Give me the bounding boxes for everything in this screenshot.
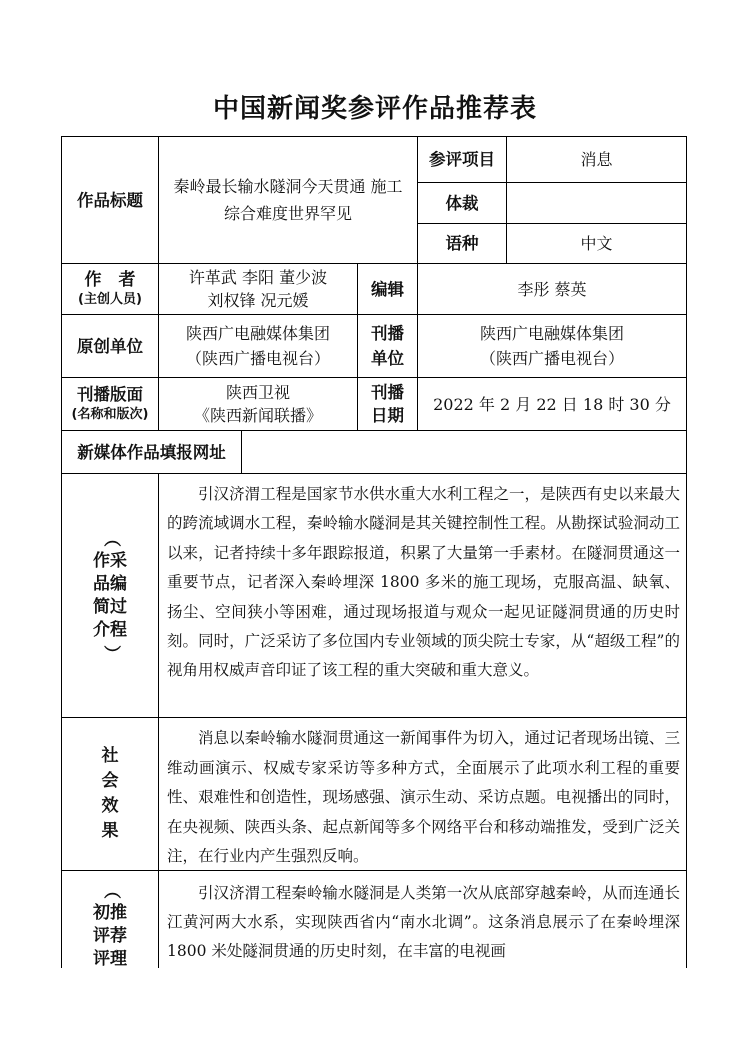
label-author-main: 作 者 xyxy=(84,270,136,290)
intro-char-1: 作采 xyxy=(93,550,127,571)
authors-line-1: 许革武 李阳 董少波 xyxy=(188,268,328,287)
label-editor: 编辑 xyxy=(357,263,418,315)
label-effect xyxy=(61,717,159,871)
label-publish-date xyxy=(357,377,418,431)
label-genre: 体裁 xyxy=(417,182,507,224)
review-char-2: 评荐 xyxy=(93,926,127,946)
review-char-1: 初推 xyxy=(93,903,127,923)
label-original-unit: 原创单位 xyxy=(61,314,159,378)
intro-char-2: 品编 xyxy=(93,573,127,594)
work-title-value xyxy=(158,136,418,264)
review-value xyxy=(158,870,687,968)
intro-value xyxy=(158,473,687,718)
intro-text: 引汉济渭工程是国家节水供水重大水利工程之一，是陕西有史以来最大的跨流域调水工程，秦岭输水隧洞是其关键控制性工程。从勘探试验洞动工以来，记者持续十多年跟踪报道，积累了大量第一手素材。在隧洞贯通这一重要节点，记者深入秦岭埋深 1800 多米的施工现场，克服高温、缺氧、扬尘、空间狭小等困难，通过现场报道与观众一起见证隧洞贯通的历史时刻。同时，广泛采访了多位国内专业领域的顶尖院士专家，从“超级工程”的视角用权威声音印证了该工程的重大突破和重大意义。 xyxy=(167,485,680,680)
label-intro xyxy=(61,473,159,718)
effect-char-1: 会 xyxy=(101,771,119,791)
label-layout-main: 刊播版面 xyxy=(77,385,143,404)
layout-line-2: 《陕西新闻联播》 xyxy=(193,406,322,425)
intro-char-0: （ xyxy=(100,529,121,547)
label-publish-unit xyxy=(357,314,418,378)
original-unit-value xyxy=(158,314,358,378)
new-media-url-value xyxy=(241,430,687,474)
work-title-text: 秦岭最长输水隧洞今天贯通 施工综合难度世界罕见 xyxy=(173,177,403,223)
publish-unit-line-1: 陕西广电融媒体集团 xyxy=(479,324,624,343)
publish-unit-line-2: （陕西广播电视台） xyxy=(479,349,624,368)
review-text: 引汉济渭工程秦岭输水隧洞是人类第一次从底部穿越秦岭，从而连通长江黄河两大水系，实现陕西省内“南水北调”。这条消息展示了在秦岭埋深 1800 米处隧洞贯通的历史时刻，在丰富的电视画 xyxy=(167,884,680,960)
label-author-sub: (主创人员) xyxy=(78,292,142,307)
effect-char-3: 果 xyxy=(101,821,119,841)
label-publish-date-2: 日期 xyxy=(371,406,404,425)
authors-line-2: 刘权锋 况元媛 xyxy=(207,291,309,310)
publish-unit-value xyxy=(417,314,687,378)
effect-text: 消息以秦岭输水隧洞贯通这一新闻事件为切入，通过记者现场出镜、三维动画演示、权威专家采访等多种方式，全面展示了此项水利工程的重要性、艰难性和创造性，现场感强、演示生动、采访点题。电视播出的同时，在央视频、陕西头条、起点新闻等多个网络平台和移动端推发，受到广泛关注，在行业内产生强烈反响。 xyxy=(167,729,680,866)
effect-char-0: 社 xyxy=(101,746,119,766)
label-new-media-url: 新媒体作品填报网址 xyxy=(61,430,242,474)
intro-char-5: ） xyxy=(100,644,121,662)
label-language: 语种 xyxy=(417,223,507,264)
label-author xyxy=(61,263,159,315)
effect-value xyxy=(158,717,687,871)
original-unit-line-1: 陕西广电融媒体集团 xyxy=(185,324,330,343)
label-intro-vertical xyxy=(93,527,127,665)
publish-date-value: 2022 年 2 月 22 日 18 时 30 分 xyxy=(417,377,687,431)
label-work-title: 作品标题 xyxy=(61,136,159,264)
label-publish-date-1: 刊播 xyxy=(371,383,404,402)
language-value: 中文 xyxy=(506,223,687,264)
intro-char-4: 介程 xyxy=(93,619,127,640)
category-value: 消息 xyxy=(506,136,687,183)
label-layout-sub: (名称和版次) xyxy=(71,407,149,422)
editor-value: 李彤 蔡英 xyxy=(417,263,687,315)
layout-line-1: 陕西卫视 xyxy=(225,383,290,402)
authors-value xyxy=(158,263,358,315)
label-publish-unit-2: 单位 xyxy=(371,349,404,368)
effect-char-2: 效 xyxy=(101,796,119,816)
label-review xyxy=(61,870,159,968)
page-title: 中国新闻奖参评作品推荐表 xyxy=(212,94,537,124)
label-effect-vertical xyxy=(102,744,119,844)
review-char-3: 评理 xyxy=(93,949,127,968)
label-layout xyxy=(61,377,159,431)
label-publish-unit-1: 刊播 xyxy=(371,324,404,343)
layout-value xyxy=(158,377,358,431)
genre-value xyxy=(506,182,687,224)
intro-char-3: 简过 xyxy=(93,596,127,617)
label-category: 参评项目 xyxy=(417,136,507,183)
original-unit-line-2: （陕西广播电视台） xyxy=(185,349,330,368)
review-char-0: （ xyxy=(100,882,121,899)
label-review-vertical xyxy=(93,871,127,968)
